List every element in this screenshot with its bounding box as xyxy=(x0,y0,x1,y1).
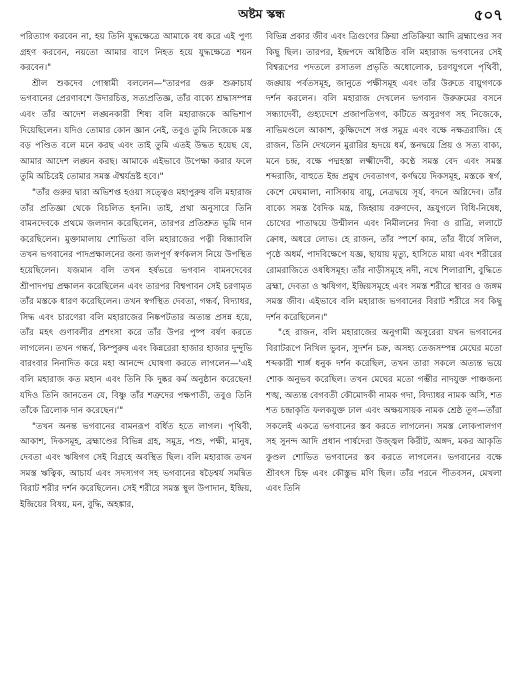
paragraph: "হে রাজন, বলি মহারাজের অনুগামী অসুরেরা যখন ভগবানের বিরাটরূপে নিখিল ভুবন, সুদর্শন চক্র, অসহ্য তেজসম্পন্ন মেঘের মতো শব্দকারী শার্ঙ্গ ধনুক দর্শন করেছিল, তখন তারা সকলে অত্যন্ত ভয়ে শোক অনুভব করেছিল। তখন মেঘের মতো গম্ভীর নাদযুক্ত পাঞ্চজন্য শঙ্খ, অত্যন্ত বেগবতী কৌমোদকী নামক গদা, বিদ্যাধর নামক অসি, শত শত চন্দ্রাকৃতি ফলকযুক্ত ঢাল এবং অক্ষয়সায়ক নামক শ্রেষ্ঠ তূণ—তাঁরা সকলেই একত্রে ভগবানের স্তব করতে লাগলেন। সমস্ত লোকপালগণ সহ সুনন্দ আদি প্রধান পার্ষদেরা উজ্জ্বল কিরীট, অঙ্গদ, মকর আকৃতি কুণ্ডল শোভিত ভগবানের স্তব করতে লাগলেন। ভগবানের বক্ষে শ্রীবৎস চিহ্ন এবং কৌস্তুভ মণি ছিল। তাঁর পরনে পীতবসন, মেখলা এবং তিনি xyxy=(266,328,502,495)
paragraph: পরিত্যাগ করবেন না, হয় তিনি যুদ্ধক্ষেত্রে আমাকে বধ করে এই পুণ্য গ্রহণ করবেন, নয়তো আমার বাণে নিহত হয়ে যুদ্ধক্ষেত্রে শয়ন করবেন।" xyxy=(20,32,252,74)
paragraph: "তখন অনন্ত ভগবানের বামনরূপ বর্ধিত হতে লাগল। পৃথিবী, আকাশ, দিকসমূহ, ব্রহ্মাণ্ডের বিভিন্ন গ্রহ, সমুদ্র, পশু, পক্ষী, মানুষ, দেবতা এবং ঋষিগণ সেই বিগ্রহে অবস্থিত ছিল। বলি মহারাজ তখন সমস্ত ঋত্বিক, আচার্য এবং সদস্যগণ সহ ভগবানের ষড়ৈশ্বর্য সমন্বিত বিরাট শরীর দর্শন করেছিলেন। সেই শরীরে সমস্ত স্থূল উপাদান, ইন্দ্রিয়, ইন্দ্রিয়ের বিষয়, মন, বুদ্ধি, অহঙ্কার, xyxy=(20,421,252,510)
paragraph: শ্রীল শুকদেব গোস্বামী বললেন—"তারপর গুরু শুক্রাচার্য ভগবানের প্রেরণাবশে উদারচিত্ত, সত্যপ্রতিজ্ঞ, তাঁর বাক্যে শ্রদ্ধাসম্পন্ন এবং তাঁর আদেশ লঙ্ঘনকারী শিষ্য বলি মহারাজকে অভিশাপ দিয়েছিলেন। যদিও তোমার কোন জ্ঞান নেই, তবুও তুমি নিজেকে মস্ত বড় পণ্ডিত বলে মনে করছ এবং তাই তুমি এতই উদ্ধত হয়েছ যে, আমার আদেশ লঙ্ঘন করছ। আমাকে এইভাবে উপেক্ষা করার ফলে তুমি অচিরেই তোমার সমস্ত ঐশ্বর্যভ্রষ্ট হবে।" xyxy=(20,78,252,183)
page-header xyxy=(20,4,503,30)
paragraph: বিভিন্ন প্রকার জীব এবং ত্রিগুণের ক্রিয়া প্রতিক্রিয়া আদি ব্রহ্মাণ্ডের সব কিছু ছিল। তারপর, ইন্দ্রপদে অধিষ্ঠিত বলি মহারাজ ভগবানের সেই বিশ্বরূপের পদতলে রসাতল প্রভৃতি অধোলোক, চরণযুগলে পৃথিবী, জঙ্ঘায় পর্বতসমূহ, জানুতে পক্ষীসমূহ এবং তাঁর উরুতে বায়ুগণকে দর্শন করলেন। বলি মহারাজ দেখলেন ভগবান উরুক্রমের বসনে সন্ধ্যাদেবী, গুহ্যদেশে প্রজাপতিগণ, কটিতে অসুরগণ সহ নিজেকে, নাভিমণ্ডলে আকাশ, কুক্ষিদেশে সপ্ত সমুদ্র এবং বক্ষে নক্ষত্ররাজি। হে রাজন, তিনি দেখলেন মুরারির হৃদয়ে ধর্ম, স্তনদ্বয়ে প্রিয় ও সত্য বাক্য, মনে চন্দ্র, বক্ষে পদ্মহস্তা লক্ষ্মীদেবী, কণ্ঠে সমস্ত বেদ এবং সমস্ত শব্দরাজি, বাহুতে ইন্দ্র প্রমুখ দেবতাগণ, কর্ণদ্বয়ে দিকসমূহ, মস্তকে স্বর্গ, কেশে মেঘমালা, নাসিকায় বায়ু, নেত্রদ্বয়ে সূর্য, বদনে অগ্নিদেব। তাঁর বাক্যে সমস্ত বৈদিক মন্ত্র, জিহ্বায় বরুণদেব, ভ্রূযুগলে বিধি-নিষেধ, চোখের পাতাদ্বয়ে উন্মীলন এবং নিমীলনের দিবা ও রাত্রি, ললাটে ক্রোধ, অধরে লোভ। হে রাজন, তাঁর স্পর্শে কাম, তাঁর বীর্যে সলিল, পৃষ্ঠে অধর্ম, পাদবিক্ষেপে যজ্ঞ, ছায়ায় মৃত্যু, হাসিতে মায়া এবং শরীরের রোমরাজিতে ওষধিসমূহ। তাঁর নাড়ীসমূহে নদী, নখে শিলারাশি, বুদ্ধিতে ব্রহ্মা, দেবতা ও ঋষিগণ, ইন্দ্রিয়সমূহে এবং সমস্ত শরীরে স্থাবর ও জঙ্গম সমস্ত জীব। এইভাবে বলি মহারাজ ভগবানের বিরাট শরীরে সব কিছু দর্শন করেছিলেন।" xyxy=(266,32,502,323)
paragraph: "তাঁর গুরুর দ্বারা অভিশপ্ত হওয়া সত্ত্বেও মহাপুরুষ বলি মহারাজ তাঁর প্রতিজ্ঞা থেকে বিচলিত হননি। তাই, প্রথা অনুসারে তিনি বামনদেবকে প্রথমে জলদান করেছিলেন, তারপর প্রতিশ্রুত ভূমি দান করেছিলেন। মুক্তামালায় শোভিতা বলি মহারাজের পত্নী বিন্ধ্যাবলি তখন ভগবানের পাদপ্রক্ষালনের জন্য জলপূর্ণ স্বর্ণকলস নিয়ে উপস্থিত হয়েছিলেন। যজমান বলি তখন হর্ষভরে ভগবান বামনদেবের শ্রীপাদপদ্ম প্রক্ষালন করেছিলেন এবং তারপর বিশ্বপাবন সেই চরণামৃত তাঁর মস্তকে ধারণ করেছিলেন। তখন স্বর্গস্থিত দেবতা, গন্ধর্ব, বিদ্যাধর, সিদ্ধ এবং চারণেরা বলি মহারাজের নিষ্কপটতার অত্যন্ত প্রসন্ন হয়ে, তাঁর মহৎ গুণাবলীর প্রশংসা করে তাঁর উপর পুষ্প বর্ষণ করতে লাগলেন। তখন গন্ধর্ব, কিম্পুরুষ এবং কিন্নরেরা হাজার হাজার দুন্দুভি বারংবার নিনাদিত করে মহা আনন্দে ঘোষণা করতে লাগলেন—'এই বলি মহারাজ কত মহান এবং তিনি কি দুষ্কর কর্ম অনুষ্ঠান করেছেন! যদিও তিনি জানতেন যে, বিষ্ণু তাঁর শত্রুদের পক্ষপাতী, তবুও তিনি তাঁকে ত্রিলোক দান করেছেন।'" xyxy=(20,187,252,417)
right-column xyxy=(266,30,502,680)
chapter-title: অষ্টম স্কন্ধ xyxy=(238,7,285,21)
left-column xyxy=(20,30,252,680)
page-number: ৫০৭ xyxy=(473,6,503,24)
